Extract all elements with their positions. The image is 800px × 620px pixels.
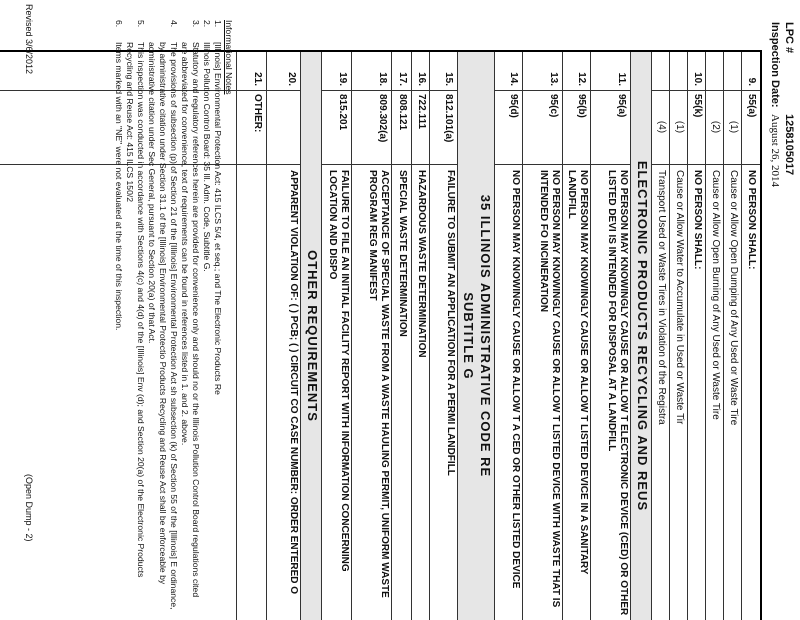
section-banner-35-iac: [457, 52, 495, 620]
note-number: 2.: [202, 20, 212, 28]
table-row: [429, 52, 458, 620]
row-citation: 55(k): [692, 94, 703, 118]
note-item: [124, 20, 146, 610]
note-item: [201, 20, 212, 610]
row-number: 15.: [443, 72, 454, 86]
row-description: SPECIAL WASTE DETERMINATION: [397, 170, 408, 337]
row-number: 18.: [377, 72, 388, 86]
document-header: [768, 22, 796, 187]
table-row: [351, 52, 392, 620]
row-citation: 55(a): [746, 94, 757, 118]
note-number: 5.: [136, 20, 146, 28]
note-text: Illinois Pollution Control Board: 35 Ill. Adm. Code, Subtitle G.: [202, 42, 212, 272]
inspection-date-value: August 26, 2014: [769, 114, 781, 188]
lpc-label: LPC #: [783, 22, 795, 54]
row-citation: 812.101(a): [443, 94, 454, 143]
row-description: APPARENT VIOLATION OF: ( ) PCB; ( ) CIRCUIT CO CASE NUMBER: ORDER ENTERED O: [288, 170, 299, 595]
table-row: [411, 52, 430, 620]
table-row: [391, 52, 412, 620]
table-row: [266, 52, 301, 620]
table-row: [651, 52, 670, 620]
row-citation: 95(b): [576, 94, 587, 118]
row-number: 14.: [508, 72, 519, 86]
row-citation: 722.111: [416, 94, 427, 130]
row-description: NO PERSON MAY KNOWINGLY CAUSE OR ALLOW T A CED OR OTHER LISTED DEVICE: [510, 170, 521, 589]
section-banner-text: 35 ILLINOIS ADMINISTRATIVE CODE RE: [478, 194, 493, 478]
row-citation: (1): [728, 120, 739, 134]
note-item: [146, 20, 179, 610]
note-item: [212, 20, 223, 610]
table-row: [705, 52, 724, 620]
row-citation: 809.302(a): [377, 94, 388, 143]
row-number: 10.: [692, 72, 703, 86]
row-description: Cause or Allow Open Dumping of Any Used or Waste Tire: [728, 170, 739, 426]
row-description: NO PERSON MAY KNOWINGLY CAUSE OR ALLOW T LISTED DEVICE IN A SANITARY LANDFILL: [566, 170, 589, 575]
row-citation: 95(c): [548, 94, 559, 118]
revision-date: Revised 3/6/2012: [24, 4, 34, 75]
row-number: 12.: [576, 72, 587, 86]
inspection-date-label: Inspection Date:: [769, 22, 781, 108]
row-citation: (4): [656, 120, 667, 134]
row-citation: 815.201: [337, 94, 348, 131]
row-number: 9.: [746, 77, 757, 86]
note-text: Statutory and regulatory references herein are provided for convenience only and should no or the Illinois Pollution Control Board regulations cited are abbreviated for convenience, text of requirements can be found in references listed in 1. and 2. above.: [180, 42, 201, 598]
row-description: FAILURE TO FILE AN INITIAL FACILITY REPORT WITH INFORMATION CONCERNING LOCATION AND DISPO: [327, 170, 350, 572]
table-row: [562, 52, 591, 620]
row-citation: 95(d): [508, 94, 519, 118]
row-number: 21.: [252, 72, 263, 86]
page-footer: [24, 4, 34, 614]
note-number: 6.: [114, 20, 124, 28]
informational-notes: [113, 20, 234, 610]
note-number: 3.: [191, 20, 201, 28]
row-description: HAZARDOUS WASTE DETERMINATION: [416, 170, 427, 358]
section-banner-electronic-products: [630, 52, 652, 620]
row-number: 17.: [397, 72, 408, 86]
row-number: 13.: [548, 72, 559, 86]
table-row: [494, 52, 523, 620]
table-row: [321, 52, 352, 620]
table-row: [723, 52, 742, 620]
row-citation: 95(a): [616, 94, 627, 118]
row-description: NO PERSON SHALL:: [692, 170, 703, 270]
row-citation: 808.121: [397, 94, 408, 131]
row-number: 16.: [416, 72, 427, 86]
section-banner-text: OTHER REQUIREMENTS: [305, 250, 320, 422]
table-row: [236, 52, 267, 620]
row-description: NO PERSON MAY KNOWINGLY CAUSE OR ALLOW T ELECTRONIC DEVICE (CED) OR OTHER LISTED DEVI IS INTENDED FOR DISPOSAL AT A LANDFILL: [606, 170, 629, 616]
table-row: [590, 52, 631, 620]
row-description: NO PERSON MAY KNOWINGLY CAUSE OR ALLOW T LISTED DEVICE WITH WASTE THAT IS INTENDED FO INCINERATION: [538, 170, 561, 608]
section-banner-subtitle: SUBTITLE G: [461, 292, 476, 380]
table-row: [522, 52, 563, 620]
row-description: Cause or Allow Water to Accumulate in Used or Waste Tir: [674, 170, 685, 425]
row-citation: (1): [674, 120, 685, 134]
row-description: NO PERSON SHALL:: [746, 170, 757, 270]
note-number: 1.: [213, 20, 223, 28]
table-row: [669, 52, 688, 620]
row-citation: OTHER:: [252, 94, 263, 133]
notes-title: Informational Notes: [224, 20, 234, 95]
row-number: 11.: [616, 72, 627, 86]
row-citation: (2): [710, 120, 721, 134]
section-banner-other-requirements: [300, 52, 322, 620]
note-text: The provisions of subsection (p) of Section 21 of the [Illinois] Environmental Protection Act sh subsection (k) of Section 55 of the [Illinois] E ordinance, by administrative citation under Section 31.1 of the [Illinois] Environmental Protectio Products Recycling and Reuse Act shall be enforceable by administrative citation under Sec General, pursuant to Section 20(a) of that Act.: [147, 42, 179, 610]
note-item: [179, 20, 201, 610]
section-banner-text: ELECTRONIC PRODUCTS RECYCLING AND REUS: [635, 160, 650, 512]
row-number: 19.: [337, 72, 348, 86]
row-description: Transport Used or Waste Tires in Violation of the Registra: [656, 170, 667, 425]
table-row: [687, 52, 706, 620]
table-row: [741, 52, 760, 620]
note-text: [Illinois] Environmental Protection Act: 415 ILCS 5/4, et seq.; and The Electronic Products Re: [213, 42, 223, 395]
row-description: FAILURE TO SUBMIT AN APPLICATION FOR A PERMI LANDFILL: [445, 170, 456, 476]
row-description: ACCEPTANCE OF SPECIAL WASTE FROM A WASTE HAULING PERMIT, UNIFORM WASTE PROGRAM REG MANIFEST: [367, 170, 390, 598]
note-text: This inspection was conducted in accordance with Sections 4(c) and 4(d) of the [Illinois] Env (d); and Section 20(a) of the Electronic Products Recycling and Reuse Act: 415 ILCS 150/2: [125, 42, 146, 578]
form-identifier: (Open Dump - 2): [24, 474, 34, 542]
row-description: Cause or Allow Open Burning of Any Used or Waste Tire: [710, 170, 721, 420]
note-item: [113, 20, 124, 610]
row-number: 20.: [286, 72, 297, 86]
lpc-number: 1258105017: [783, 114, 795, 176]
note-number: 4.: [169, 20, 179, 28]
note-text: Items marked with an "NE" were not evaluated at the time of this inspection.: [114, 42, 124, 331]
